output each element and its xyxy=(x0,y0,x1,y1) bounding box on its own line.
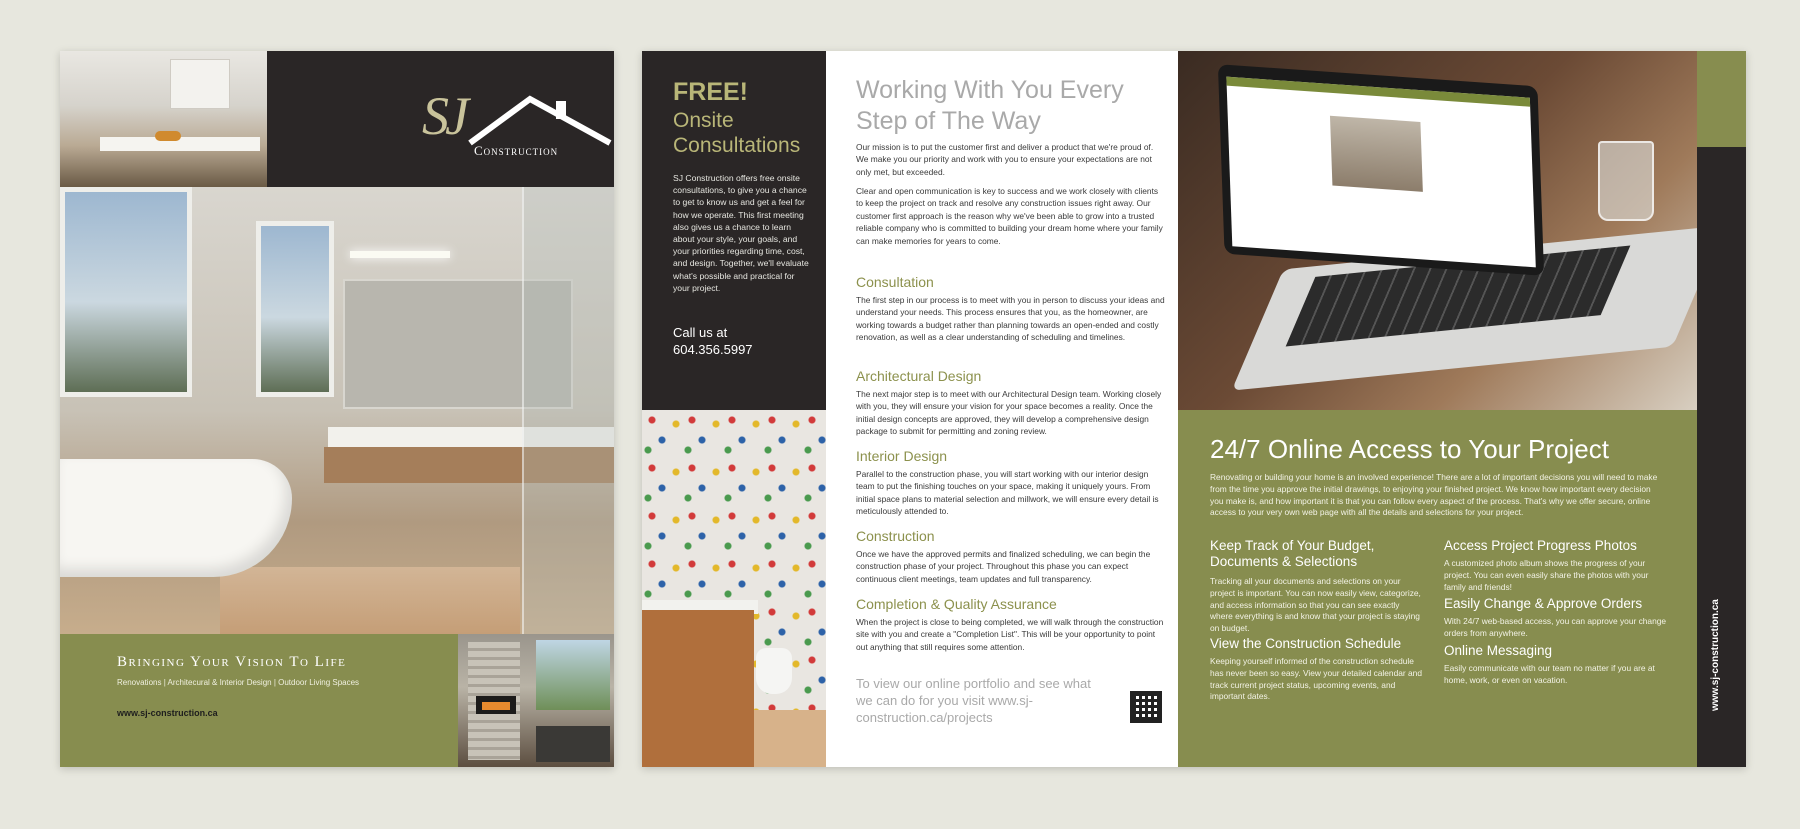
section-body: Once we have the approved permits and finalized scheduling, we can begin the construction phase of your project. Throughout this phase you can expect continuous client meetings, team updates and full transparency. xyxy=(856,549,1151,584)
section-heading: Interior Design xyxy=(856,448,948,464)
section-body: The first step in our process is to meet with you in person to discuss your ideas and understand your needs. This process ensures that you, as the homeowner, are working towards a budget rather than planning towards an open-ended and costly renovation, as well as a clear understanding of scheduling and timelines. xyxy=(856,295,1165,343)
section-body: When the project is close to being completed, we will walk through the construction site with you and create a "Completion List". This will be your opportunity to point out anything that still requires some attention. xyxy=(856,617,1164,652)
feature-heading: Keep Track of Your Budget, Documents & Selections xyxy=(1210,538,1375,569)
process-title: Working With You Every Step of The Way xyxy=(856,76,1124,135)
front-cover-panel xyxy=(60,51,614,767)
section-heading: Consultation xyxy=(856,274,934,290)
cover-services: Renovations | Architecural & Interior Design | Outdoor Living Spaces xyxy=(117,678,360,687)
feature-body: With 24/7 web-based access, you can approve your change orders from anywhere. xyxy=(1444,616,1667,638)
feature-heading: View the Construction Schedule xyxy=(1210,636,1402,651)
cover-tagline: Bringing Your Vision To Life xyxy=(117,654,347,670)
feature-heading: Access Project Progress Photos xyxy=(1444,538,1637,553)
section-heading: Construction xyxy=(856,528,935,544)
logo-initials: SJ xyxy=(422,86,465,146)
portfolio-link-text[interactable]: To view our online portfolio and see what we can do for you visit www.sj-construction.ca/projects xyxy=(856,676,1091,725)
logo-wordmark: Construction xyxy=(474,143,559,158)
laptop-screen xyxy=(1218,64,1544,276)
right-edge-strip xyxy=(1697,51,1746,767)
free-consultation-column xyxy=(642,51,826,410)
logo-roof-icon xyxy=(460,91,614,151)
intro-paragraph-2: Clear and open communication is key to success and we work closely with clients to keep the project on track and resolve any construction issues right away. Our customer first approach is the reason why we've been able to grow into a trusted reliable company who is committed to building your dream home where your family can make memories for years to come. xyxy=(856,186,1163,246)
feature-heading: Easily Change & Approve Orders xyxy=(1444,596,1643,611)
section-body: Parallel to the construction phase, you will start working with our interior design team to put the finishing touches on your space, making it uniquely yours. From initial space plans to material selection and millwork, we will ensure every detail is meticulously attended to. xyxy=(856,469,1159,517)
feature-body: Tracking all your documents and selections on your project is important. You can now easily view, categorize, and access information so that you can see exactly where everything is and know that your project is staying on budget. xyxy=(1210,576,1421,634)
fireplace-photo xyxy=(458,634,614,767)
cover-website-link[interactable]: www.sj-construction.ca xyxy=(117,708,218,718)
feature-body: Keeping yourself informed of the construction schedule has never been so easy. View your detailed calendar and track current project status, upcoming events, and important dates. xyxy=(1210,656,1422,702)
call-us xyxy=(673,324,753,358)
call-label: Call us at xyxy=(673,325,728,340)
free-body: SJ Construction offers free onsite consultations, to give you a chance to get to know us and get a feel for how we operate. This first meeting also gives us a chance to learn about your style, your goals, and your priorities regarding time, cost, and design. Together, we'll evaluate what's possible and practical for your project. xyxy=(673,173,809,293)
online-access-section xyxy=(1178,410,1697,767)
qr-code-icon[interactable] xyxy=(1130,691,1162,723)
section-heading: Architectural Design xyxy=(856,368,982,384)
tiled-bathroom-photo xyxy=(642,410,826,767)
intro-paragraph-1: Our mission is to put the customer first and deliver a product that we're proud of. We make you our priority and work with you to ensure your expectations are not only met, but exceeded. xyxy=(856,142,1154,177)
laptop-photo xyxy=(1178,51,1697,410)
phone-number[interactable]: 604.356.5997 xyxy=(673,342,753,357)
cover-footer xyxy=(60,634,458,767)
vertical-website-link[interactable]: www.sj-construction.ca xyxy=(1710,599,1721,711)
section-heading: Completion & Quality Assurance xyxy=(856,596,1057,612)
feature-body: A customized photo album shows the progress of your project. You can even easily share the photos with your family and friends! xyxy=(1444,558,1649,592)
bathroom-photo xyxy=(60,187,614,634)
online-access-intro: Renovating or building your home is an involved experience! There are a lot of important decisions you will need to make from the time you approve the initial drawings, to enjoying your finished project. We know how important every decision you make is, and how important it is that you can follow every aspect of the process. That's why we offer secure, online access to your very own web page with all the details and selections for your project. xyxy=(1210,472,1658,518)
kitchen-photo xyxy=(60,51,267,187)
free-subtitle: Onsite Consultations xyxy=(673,109,801,157)
section-body: The next major step is to meet with our Architectural Design team. Working closely with you, they will ensure your vision for your space becomes a reality. Once the initial design concepts are approved, they will develop a comprehensive design package to submit for permitting and zoning review. xyxy=(856,389,1162,437)
inside-spread-panel xyxy=(642,51,1746,767)
free-title: FREE! xyxy=(673,78,748,106)
online-access-title: 24/7 Online Access to Your Project xyxy=(1210,434,1609,464)
feature-body: Easily communicate with our team no matter if you are at home, work, or even on vacation. xyxy=(1444,663,1655,685)
process-column xyxy=(826,51,1178,767)
feature-heading: Online Messaging xyxy=(1444,643,1553,658)
